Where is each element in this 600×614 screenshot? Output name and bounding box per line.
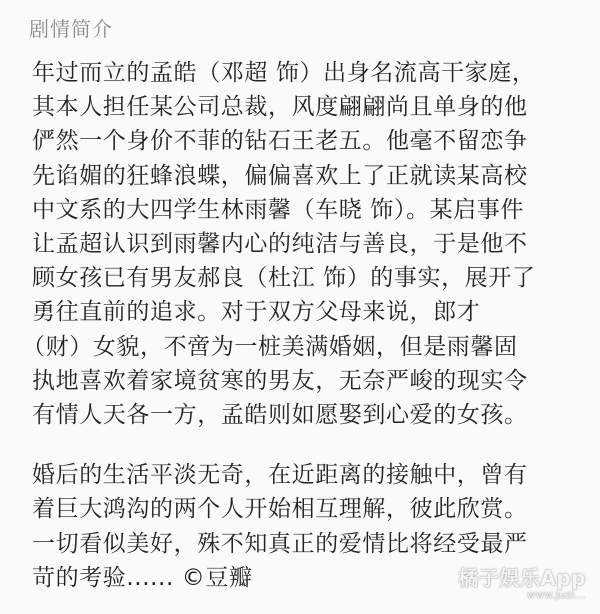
synopsis-line: （财）女貌，不啻为一桩美满婚姻，但是雨馨固 <box>22 333 518 360</box>
synopsis-line: 先谄媚的狂蜂浪蝶，偏偏喜欢上了正就读某高校 <box>32 162 528 189</box>
synopsis-body <box>22 56 592 595</box>
synopsis-line: 着巨大鸿沟的两个人开始相互理解，彼此欣赏。 <box>32 496 528 523</box>
synopsis-line: 勇往直前的追求。对于双方父母来说，郎才 <box>32 299 481 326</box>
synopsis-line: 中文系的大四学生林雨馨（车晓 饰）。某启事件 <box>32 196 525 223</box>
paragraph-spacer <box>32 432 592 458</box>
synopsis-line: 有情人天各一方，孟皓则如愿娶到心爱的女孩。 <box>32 402 528 429</box>
synopsis-line: 苛的考验...... ©豆瓣 <box>32 564 253 591</box>
synopsis-line: 俨然一个身价不菲的钻石王老五。他毫不留恋争 <box>32 128 528 155</box>
synopsis-line: 一切看似美好，殊不知真正的爱情比将经受最严 <box>32 530 528 557</box>
watermark-url: www.juzi... <box>527 590 586 601</box>
synopsis-line: 年过而立的孟皓（邓超 饰）出身名流高干家庭， <box>32 60 536 86</box>
synopsis-line: 其本人担任某公司总裁，风度翩翩尚且单身的他 <box>32 94 528 121</box>
watermark-logo-text: 橘子娱乐App <box>458 566 586 590</box>
section-title: 剧情简介 <box>29 17 113 41</box>
synopsis-line: 执地喜欢着家境贫寒的男友，无奈严峻的现实令 <box>32 367 528 394</box>
synopsis-line: 顾女孩已有男友郝良（杜江 饰）的事实，展开了 <box>32 265 536 292</box>
synopsis-line: 婚后的生活平淡无奇，在近距离的接触中，曾有 <box>32 462 528 489</box>
synopsis-line: 让孟超认识到雨馨内心的纯洁与善良，于是他不 <box>32 231 528 258</box>
